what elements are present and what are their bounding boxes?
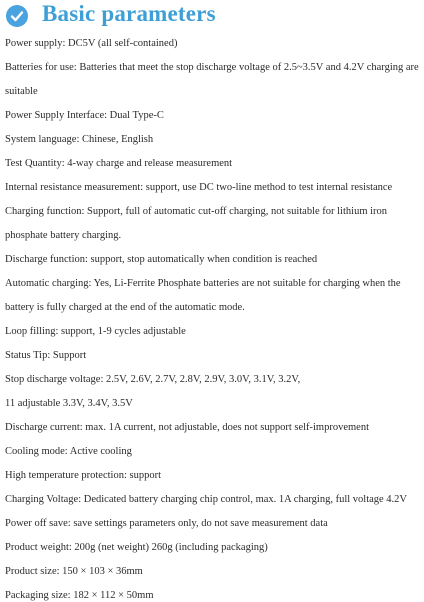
param-charging-function-cont: phosphate battery charging. bbox=[5, 230, 122, 241]
param-power-off-save: Power off save: save settings parameters only, do not save measurement data bbox=[5, 518, 328, 529]
param-charging-function: Charging function: Support, full of automatic cut-off charging, not suitable for lithium iron bbox=[5, 206, 388, 217]
param-product-size: Product size: 150 × 103 × 36mm bbox=[5, 566, 143, 577]
param-system-language: System language: Chinese, English bbox=[5, 134, 154, 145]
param-stop-discharge-voltage-cont: 11 adjustable 3.3V, 3.4V, 3.5V bbox=[5, 398, 133, 409]
param-batteries: Batteries for use: Batteries that meet the stop discharge voltage of 2.5~3.5V and 4.2V charging are bbox=[5, 62, 419, 73]
param-stop-discharge-voltage: Stop discharge voltage: 2.5V, 2.6V, 2.7V, 2.8V, 2.9V, 3.0V, 3.1V, 3.2V, bbox=[5, 374, 301, 385]
param-product-weight: Product weight: 200g (net weight) 260g (including packaging) bbox=[5, 542, 268, 553]
param-power-interface: Power Supply Interface: Dual Type-C bbox=[5, 110, 164, 121]
param-cooling-mode: Cooling mode: Active cooling bbox=[5, 446, 132, 457]
param-high-temp-protection: High temperature protection: support bbox=[5, 470, 161, 481]
param-discharge-current: Discharge current: max. 1A current, not adjustable, does not support self-improvement bbox=[5, 422, 370, 433]
param-power-supply: Power supply: DC5V (all self-contained) bbox=[5, 38, 178, 49]
param-loop-filling: Loop filling: support, 1-9 cycles adjustable bbox=[5, 326, 186, 337]
param-discharge-function: Discharge function: support, stop automatically when condition is reached bbox=[5, 254, 318, 265]
param-charging-voltage: Charging Voltage: Dedicated battery charging chip control, max. 1A charging, full voltage 4.2V bbox=[5, 494, 408, 505]
param-packaging-size: Packaging size: 182 × 112 × 50mm bbox=[5, 590, 154, 601]
header bbox=[0, 0, 424, 34]
param-test-quantity: Test Quantity: 4-way charge and release measurement bbox=[5, 158, 233, 169]
param-automatic-charging-cont: battery is fully charged at the end of the automatic mode. bbox=[5, 302, 245, 313]
param-internal-resistance: Internal resistance measurement: support, use DC two-line method to test internal resistance bbox=[5, 182, 393, 193]
param-automatic-charging: Automatic charging: Yes, Li-Ferrite Phosphate batteries are not suitable for charging when the bbox=[5, 278, 401, 289]
param-batteries-cont: suitable bbox=[5, 86, 38, 97]
page-title: Basic parameters bbox=[42, 1, 216, 26]
check-circle-icon bbox=[6, 5, 28, 27]
param-status-tip: Status Tip: Support bbox=[5, 350, 87, 361]
